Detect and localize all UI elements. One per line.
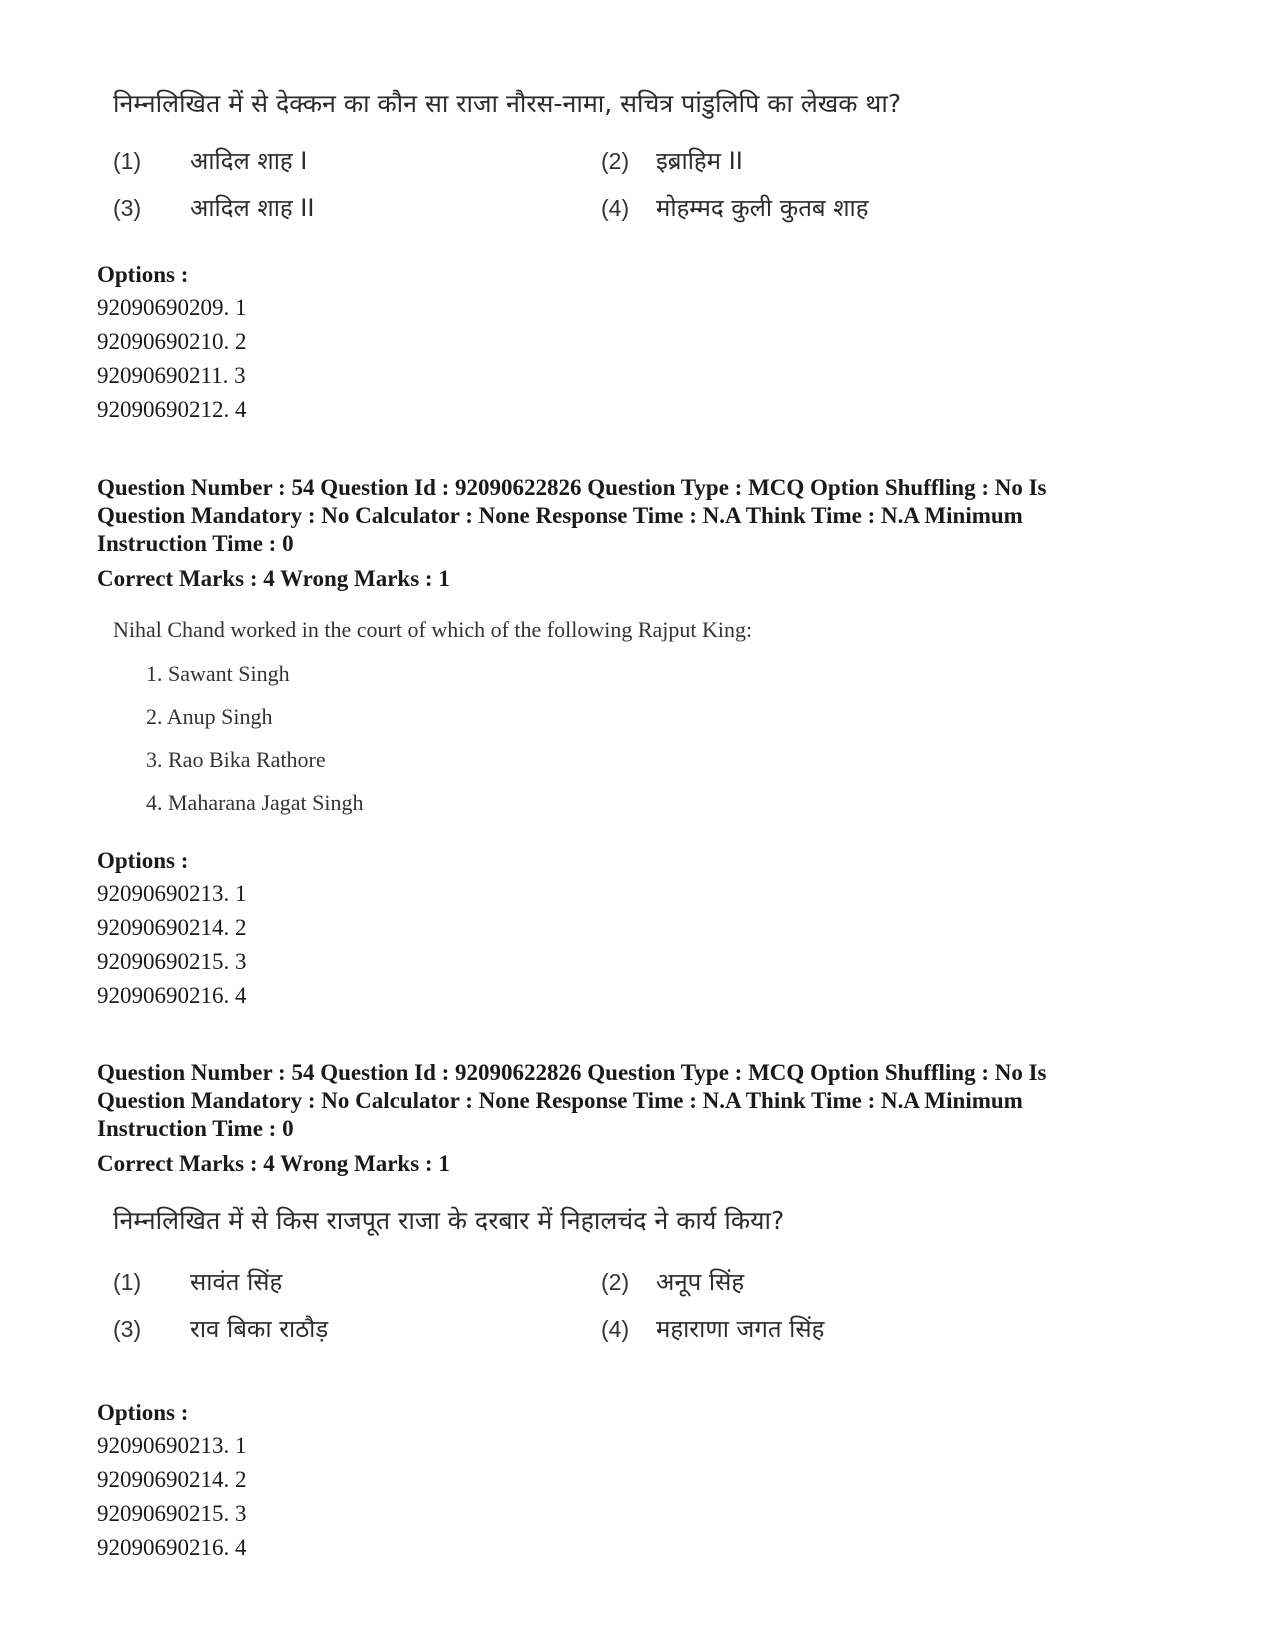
choice-number: (4) (601, 195, 630, 221)
choice-number: (4) (601, 1316, 630, 1342)
marks-line: Correct Marks : 4 Wrong Marks : 1 (97, 1151, 450, 1176)
choice-text: आदिल शाह II (190, 194, 315, 222)
option-item: 92090690209. 1 (97, 295, 247, 320)
question-meta-line: Question Mandatory : No Calculator : None Response Time : N.A Think Time : N.A Minimum (97, 1088, 1023, 1113)
choice-number: (1) (113, 148, 142, 174)
question-text-english: Nihal Chand worked in the court of which of the following Rajput King: (113, 617, 753, 642)
option-item: 92090690214. 2 (97, 1467, 247, 1492)
question-meta-line: Question Number : 54 Question Id : 92090622826 Question Type : MCQ Option Shuffling : No Is (97, 1060, 1047, 1085)
question-meta (97, 1059, 1207, 1143)
marks-line: Correct Marks : 4 Wrong Marks : 1 (97, 566, 450, 591)
options-heading: Options : (97, 262, 189, 287)
question-meta-line: Instruction Time : 0 (97, 531, 294, 556)
option-item: 92090690211. 3 (97, 363, 246, 388)
choice-item: 1. Sawant Singh (146, 661, 290, 686)
choice-list (146, 652, 364, 824)
choice-number: (2) (601, 1269, 630, 1295)
options-heading: Options : (97, 1400, 189, 1425)
question-text-hindi: निम्नलिखित में से किस राजपूत राजा के दरबार में निहालचंद ने कार्य किया? (113, 1206, 785, 1235)
choice-number: (2) (601, 148, 630, 174)
choice-text: मोहम्मद कुली कुतब शाह (656, 194, 869, 222)
options-list (97, 877, 247, 1013)
choice-text: राव बिका राठौड़ (190, 1315, 329, 1343)
option-item: 92090690210. 2 (97, 329, 247, 354)
choice-text: आदिल शाह I (190, 147, 308, 175)
option-item: 92090690216. 4 (97, 983, 247, 1008)
choice-number: (1) (113, 1269, 142, 1295)
choice-text: अनूप सिंह (656, 1268, 745, 1296)
question-meta (97, 474, 1207, 558)
options-heading: Options : (97, 848, 189, 873)
option-item: 92090690215. 3 (97, 949, 247, 974)
option-item: 92090690214. 2 (97, 915, 247, 940)
option-item: 92090690213. 1 (97, 881, 247, 906)
choice-number: (3) (113, 195, 142, 221)
question-meta-line: Question Mandatory : No Calculator : None Response Time : N.A Think Time : N.A Minimum (97, 503, 1023, 528)
option-item: 92090690212. 4 (97, 397, 247, 422)
option-item: 92090690216. 4 (97, 1535, 247, 1560)
option-item: 92090690215. 3 (97, 1501, 247, 1526)
options-list (97, 291, 247, 427)
question-text-hindi: निम्नलिखित में से देक्कन का कौन सा राजा नौरस-नामा, सचित्र पांडुलिपि का लेखक था? (113, 89, 902, 118)
question-meta-line: Instruction Time : 0 (97, 1116, 294, 1141)
choice-text: महाराणा जगत सिंह (656, 1315, 825, 1343)
options-list (97, 1429, 247, 1565)
choice-text: सावंत सिंह (190, 1268, 283, 1296)
question-meta-line: Question Number : 54 Question Id : 92090622826 Question Type : MCQ Option Shuffling : No Is (97, 475, 1047, 500)
choice-number: (3) (113, 1316, 142, 1342)
option-item: 92090690213. 1 (97, 1433, 247, 1458)
choice-item: 2. Anup Singh (146, 704, 273, 729)
choice-item: 3. Rao Bika Rathore (146, 747, 326, 772)
choice-item: 4. Maharana Jagat Singh (146, 790, 364, 815)
choice-text: इब्राहिम II (656, 147, 743, 175)
